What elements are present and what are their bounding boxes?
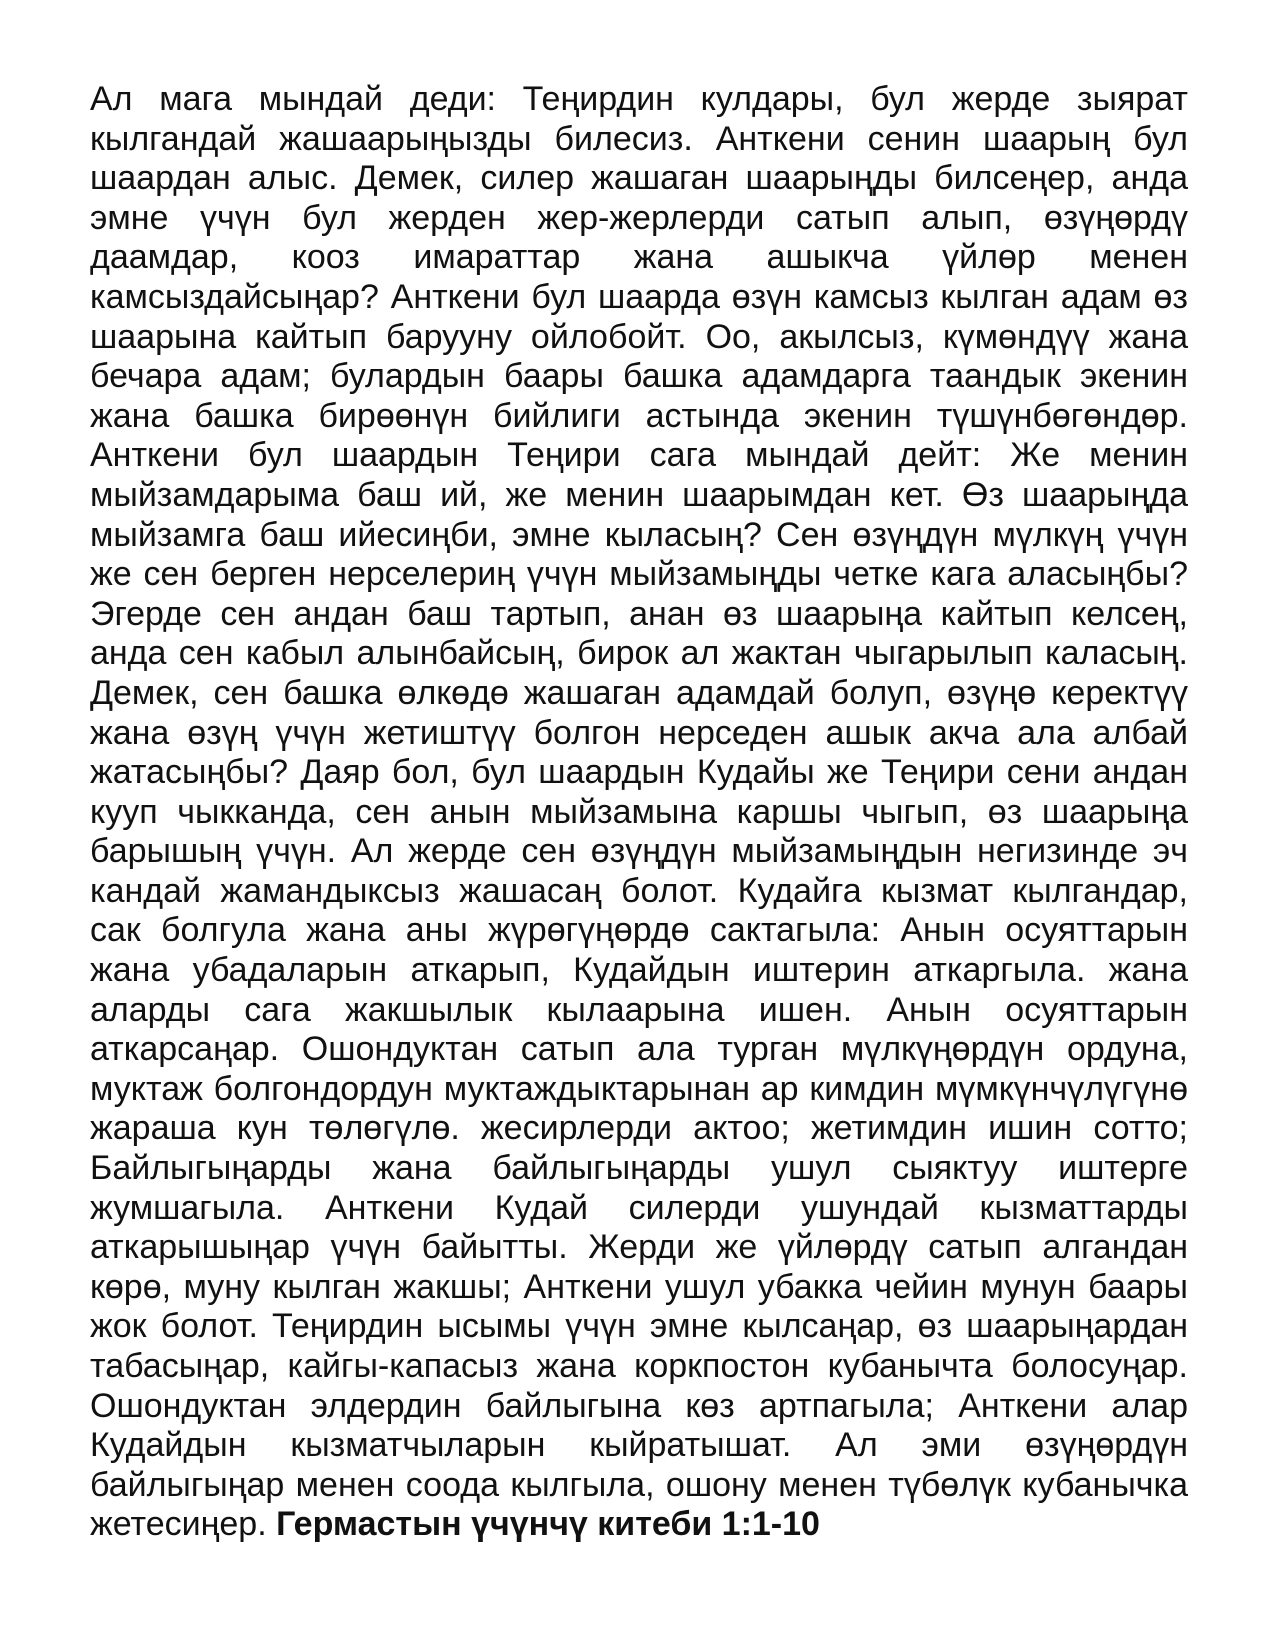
document-page <box>90 80 1188 1545</box>
scripture-citation: Гермастын үчүнчү китеби 1:1-10 <box>276 1505 820 1544</box>
scripture-paragraph <box>90 80 1188 1545</box>
scripture-text: Ал мага мындай деди: Теңирдин кулдары, бул жерде зыярат кылгандай жашаарыңызды билесиз. Анткени сенин шаарың бул шаардан алыс. Демек, силер жашаган шаарыңды билсеңер, анда эмне үчүн бул жерден жер-жерлерди сатып алып, өзүңөрдү даамдар, кооз имараттар жана ашыкча үйлөр менен камсыздайсыңар? Анткени бул шаарда өзүн камсыз кылган адам өз шаарына кайтып барууну ойлобойт. Оо, акылсыз, күмөндүү жана бечара адам; булардын баары башка адамдарга таандык экенин жана башка бирөөнүн бийлиги астында экенин түшүнбөгөндөр. Анткени бул шаардын Теңири сага мындай дейт: Же менин мыйзамдарыма баш ий, же менин шаарымдан кет. Өз шаарыңда мыйзамга баш ийесиңби, эмне кыласың? Сен өзүңдүн мүлкүң үчүн же сен берген нерселериң үчүн мыйзамыңды четке кага аласыңбы? Эгерде сен андан баш тартып, анан өз шаарыңа кайтып келсең, анда сен кабыл алынбайсың, бирок ал жактан чыгарылып каласың. Демек, сен башка өлкөдө жашаган адамдай болуп, өзүңө керектүү жана өзүң үчүн жетиштүү болгон нерседен ашык акча ала албай жатасыңбы? Даяр бол, бул шаардын Кудайы же Теңири сени андан кууп чыкканда, сен анын мыйзамына каршы чыгып, өз шаарыңа барышың үчүн. Ал жерде сен өзүңдүн мыйзамыңдын негизинде эч кандай жамандыксыз жашасаң болот. Кудайга кызмат кылгандар, сак болгула жана аны жүрөгүңөрдө сактагыла: Анын осуяттарын жана убадаларын аткарып, Кудайдын иштерин аткаргыла. жана аларды сага жакшылык кылаарына ишен. Анын осуяттарын аткарсаңар. Ошондуктан сатып ала турган мүлкүңөрдүн ордуна, муктаж болгондордун муктаждыктарынан ар кимдин мүмкүнчүлүгүнө жараша кун төлөгүлө. жесирлерди актоо; жетимдин ишин сотто; Байлыгыңарды жана байлыгыңарды ушул сыяктуу иштерге жумшагыла. Анткени Кудай силерди ушундай кызматтарды аткарышыңар үчүн байытты. Жерди же үйлөрдү сатып алгандан көрө, муну кылган жакшы; Анткени ушул убакка чейин мунун баары жок болот. Теңирдин ысымы үчүн эмне кылсаңар, өз шаарыңардан табасыңар, кайгы-капасыз жана коркпостон кубанычта болосуңар. Ошондуктан элдердин байлыгына көз артпагыла; Анткени алар Кудайдын кызматчыларын кыйратышат. Ал эми өзүңөрдүн байлыгыңар менен соода кылгыла, ошону менен түбөлүк кубанычка жетесиңер. <box>90 80 1188 1544</box>
